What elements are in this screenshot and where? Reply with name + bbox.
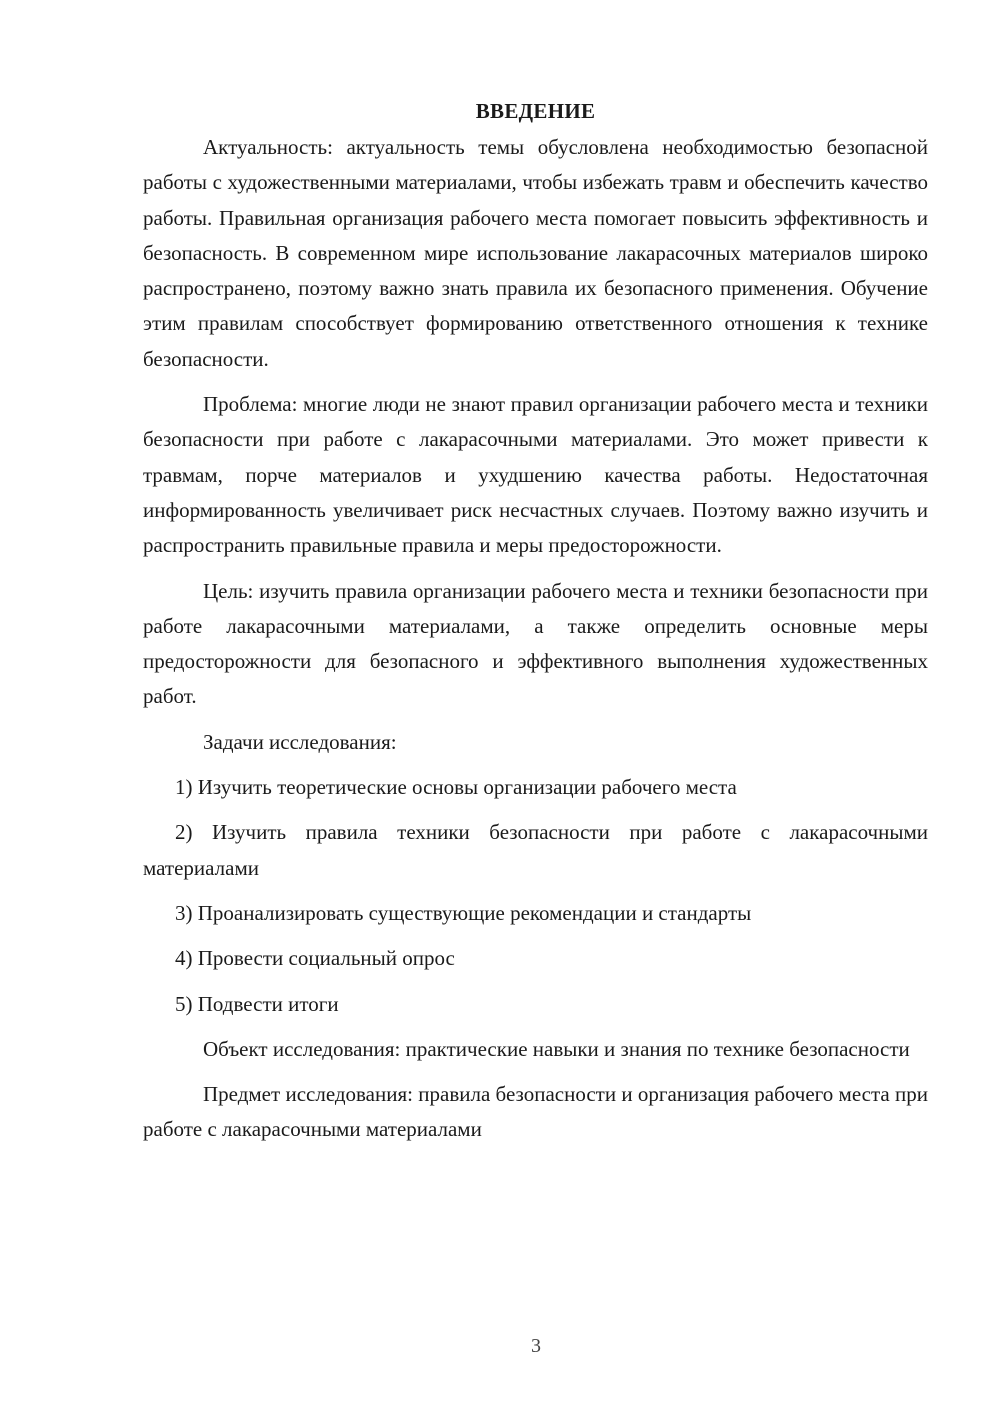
list-item: 1) Изучить теоретические основы организации рабочего места xyxy=(175,775,737,800)
list-item: 4) Провести социальный опрос xyxy=(175,946,455,971)
paragraph-object: Объект исследования: практические навыки и знания по технике безопасности xyxy=(203,1036,910,1061)
list-item: 2) Изучить правила техники безопасности при работе с лакарасочными материалами xyxy=(143,820,928,880)
tasks-list xyxy=(143,770,928,1022)
list-item: 3) Проанализировать существующие рекомендации и стандарты xyxy=(175,900,752,925)
list-item: 5) Подвести итоги xyxy=(175,991,339,1016)
paragraph-subject: Предмет исследования: правила безопасности и организация рабочего места при работе с лакарасочными материалами xyxy=(143,1082,928,1142)
paragraph-problem: Проблема: многие люди не знают правил организации рабочего места и техники безопасности при работе с лакарасочными материалами. Это может привести к травмам, порче материалов и ухудшению качества работы. Недостаточная информированность увеличивает риск несчастных случаев. Поэтому важно изучить и распространить правильные правила и меры предосторожности. xyxy=(143,392,928,558)
page-heading: ВВЕДЕНИЕ xyxy=(475,99,596,123)
paragraph-relevance: Актуальность: актуальность темы обусловлена необходимостью безопасной работы с художественными материалами, чтобы избежать травм и обеспечить качество работы. Правильная организация рабочего места помогает повысить эффективность и безопасность. В современном мире использование лакарасочных материалов широко распространено, поэтому важно знать правила их безопасного применения. Обучение этим правилам способствует формированию ответственного отношения к технике безопасности. xyxy=(143,135,928,371)
page-number: 3 xyxy=(531,1335,541,1357)
page-content xyxy=(143,96,928,1158)
paragraph-tasks-title: Задачи исследования: xyxy=(203,729,397,754)
paragraph-goal: Цель: изучить правила организации рабочего места и техники безопасности при работе лакарасочными материалами, а также определить основные меры предосторожности для безопасного и эффективного выполнения художественных работ. xyxy=(143,578,928,709)
